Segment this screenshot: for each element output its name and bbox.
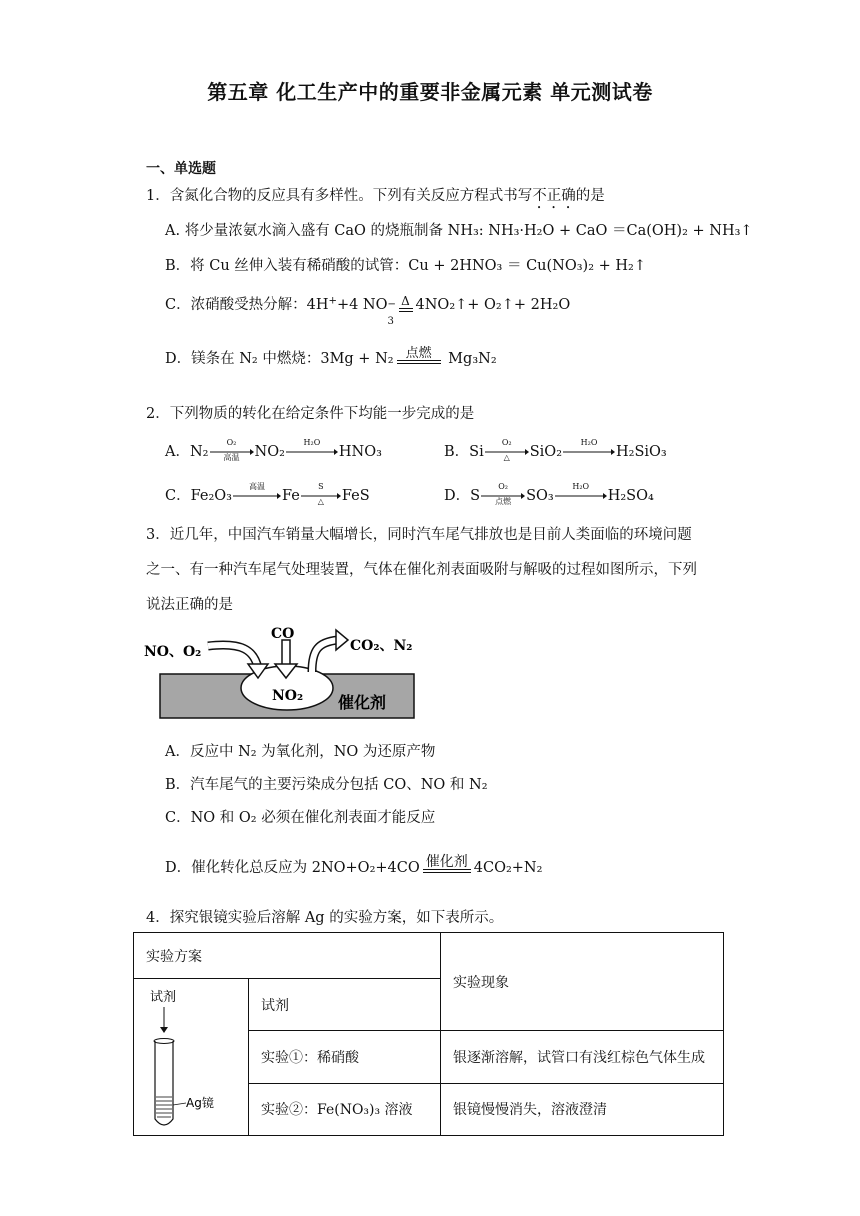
- question-1-stem: [146, 184, 605, 212]
- reagent-arrow-head: [160, 1027, 168, 1033]
- table-row: [134, 933, 724, 979]
- q2-b-arrow-2: H₂O: [563, 449, 615, 455]
- q1-option-a: A. 将少量浓氨水滴入盛有 CaO 的烧瓶制备 NH₃: NH₃·H₂O + CaO ＝Ca(OH)₂ + NH₃↑: [165, 223, 753, 239]
- ag-mirror-label: Ag镜: [186, 1096, 214, 1110]
- q3-option-b: B．汽车尾气的主要污染成分包括 CO、NO 和 N₂: [165, 777, 488, 793]
- catalyst-adsorption-diagram: [142, 620, 422, 724]
- fig-outgoing-label: CO₂、N₂: [350, 638, 413, 654]
- table-header-plan: 实验方案: [134, 933, 441, 979]
- q2-d-arrow-1: O₂ 点燃: [481, 493, 525, 499]
- q1-d-ignite-condition: 点燃: [397, 347, 441, 364]
- question-4-stem: 4．探究银镜实验后溶解 Ag 的实验方案，如下表所示。: [146, 910, 504, 926]
- q1-stem-pre: 1．含氮化合物的反应具有多样性。下列有关反应方程式书写: [146, 188, 533, 204]
- experiment-table: [133, 932, 724, 1136]
- q3-d-pre: D．催化转化总反应为 2NO+O₂+4CO: [165, 860, 420, 876]
- q2-d-arrow-2: H₂O: [555, 493, 607, 499]
- fig-incoming-label: NO、O₂: [144, 644, 202, 660]
- exp-2-result: 银镜慢慢消失，溶液澄清: [441, 1083, 724, 1135]
- ag-mirror-pointer: [173, 1103, 186, 1105]
- test-tube-outline: [155, 1041, 173, 1125]
- exp-2-reagent: 实验②：Fe(NO₃)₃ 溶液: [249, 1083, 441, 1135]
- q3-option-a: A．反应中 N₂ 为氧化剂，NO 为还原产物: [165, 744, 436, 760]
- fig-no2-label: NO₂: [272, 688, 304, 704]
- q2-option-d: D．S O₂ 点燃 SO₃ H₂O H₂SO₄: [444, 482, 654, 506]
- table-header-result: 实验现象: [441, 933, 724, 1031]
- co-arrow-shaft: [282, 640, 290, 666]
- test-tube-rim: [154, 1039, 174, 1044]
- section-heading: 一、单选题: [146, 161, 216, 177]
- table-header-reagent: 试剂: [249, 979, 441, 1031]
- q2-option-b: B．Si O₂ △ SiO₂ H₂O H₂SiO₃: [444, 438, 667, 462]
- test-tube-reagent-label: 试剂: [150, 990, 177, 1005]
- question-3-line-2: 之一、有一种汽车尾气处理装置，气体在催化剂表面吸附与解吸的过程如图所示，下列: [146, 562, 697, 578]
- exp-1-result: 银逐渐溶解，试管口有浅红棕色气体生成: [441, 1031, 724, 1083]
- q1-c-post: 4NO₂↑+ O₂↑+ 2H₂O: [415, 297, 571, 313]
- q1-c-heat-condition: Δ: [399, 295, 413, 312]
- q3-option-d: [165, 856, 542, 879]
- q1-c-charge-plus: +: [328, 295, 337, 307]
- q2-c-arrow-1: 高温: [233, 493, 281, 499]
- q1-option-d: [165, 347, 497, 370]
- fig-catalyst-label: 催化剂: [338, 693, 387, 712]
- question-2-stem: 2．下列物质的转化在给定条件下均能一步完成的是: [146, 406, 475, 422]
- q1-option-b: B．将 Cu 丝伸入装有稀硝酸的试管：Cu + 2HNO₃ ＝ Cu(NO₃)₂ + H₂↑: [165, 258, 647, 274]
- test-tube-illustration: [134, 979, 248, 1135]
- question-3-line-1: 3．近几年，中国汽车销量大幅增长，同时汽车尾气排放也是目前人类面临的环境问题: [146, 527, 692, 543]
- fig-co-label: CO: [271, 626, 295, 642]
- q1-stem-post: 的是: [575, 188, 605, 204]
- exp-1-reagent: 实验①：稀硝酸: [249, 1031, 441, 1083]
- q2-c-arrow-2: S △: [301, 493, 341, 499]
- q2-option-a: A．N₂ O₂ 高温 NO₂ H₂O HNO₃: [165, 438, 382, 462]
- q2-option-c: C．Fe₂O₃ 高温 Fe S △ FeS: [165, 482, 370, 506]
- q3-d-catalyst-condition: 催化剂: [423, 856, 471, 873]
- page-title: 第五章 化工生产中的重要非金属元素 单元测试卷: [207, 80, 653, 104]
- q2-a-arrow-1: O₂ 高温: [210, 449, 254, 455]
- q1-c-pre: C．浓硝酸受热分解：4H: [165, 297, 329, 313]
- q1-d-post: Mg₃N₂: [443, 351, 497, 367]
- q1-d-pre: D．镁条在 N₂ 中燃烧：3Mg + N₂: [165, 351, 394, 367]
- q1-option-c: C．浓硝酸受热分解：4H++4 NO − 3 Δ 4NO₂↑+ O₂↑+ 2H₂O: [165, 294, 571, 327]
- outgoing-arrow-head: [336, 630, 348, 650]
- q2-a-arrow-2: H₂O: [286, 449, 338, 455]
- q3-d-post: 4CO₂+N₂: [473, 860, 543, 876]
- q3-option-c: C．NO 和 O₂ 必须在催化剂表面才能反应: [165, 810, 436, 826]
- test-tube-image-cell: [134, 979, 249, 1136]
- q2-b-arrow-1: O₂ △: [485, 449, 529, 455]
- question-3-line-3: 说法正确的是: [146, 597, 233, 613]
- q1-c-mid: +4 NO: [336, 297, 388, 313]
- q1-stem-emphasis: 不正确: [532, 188, 576, 204]
